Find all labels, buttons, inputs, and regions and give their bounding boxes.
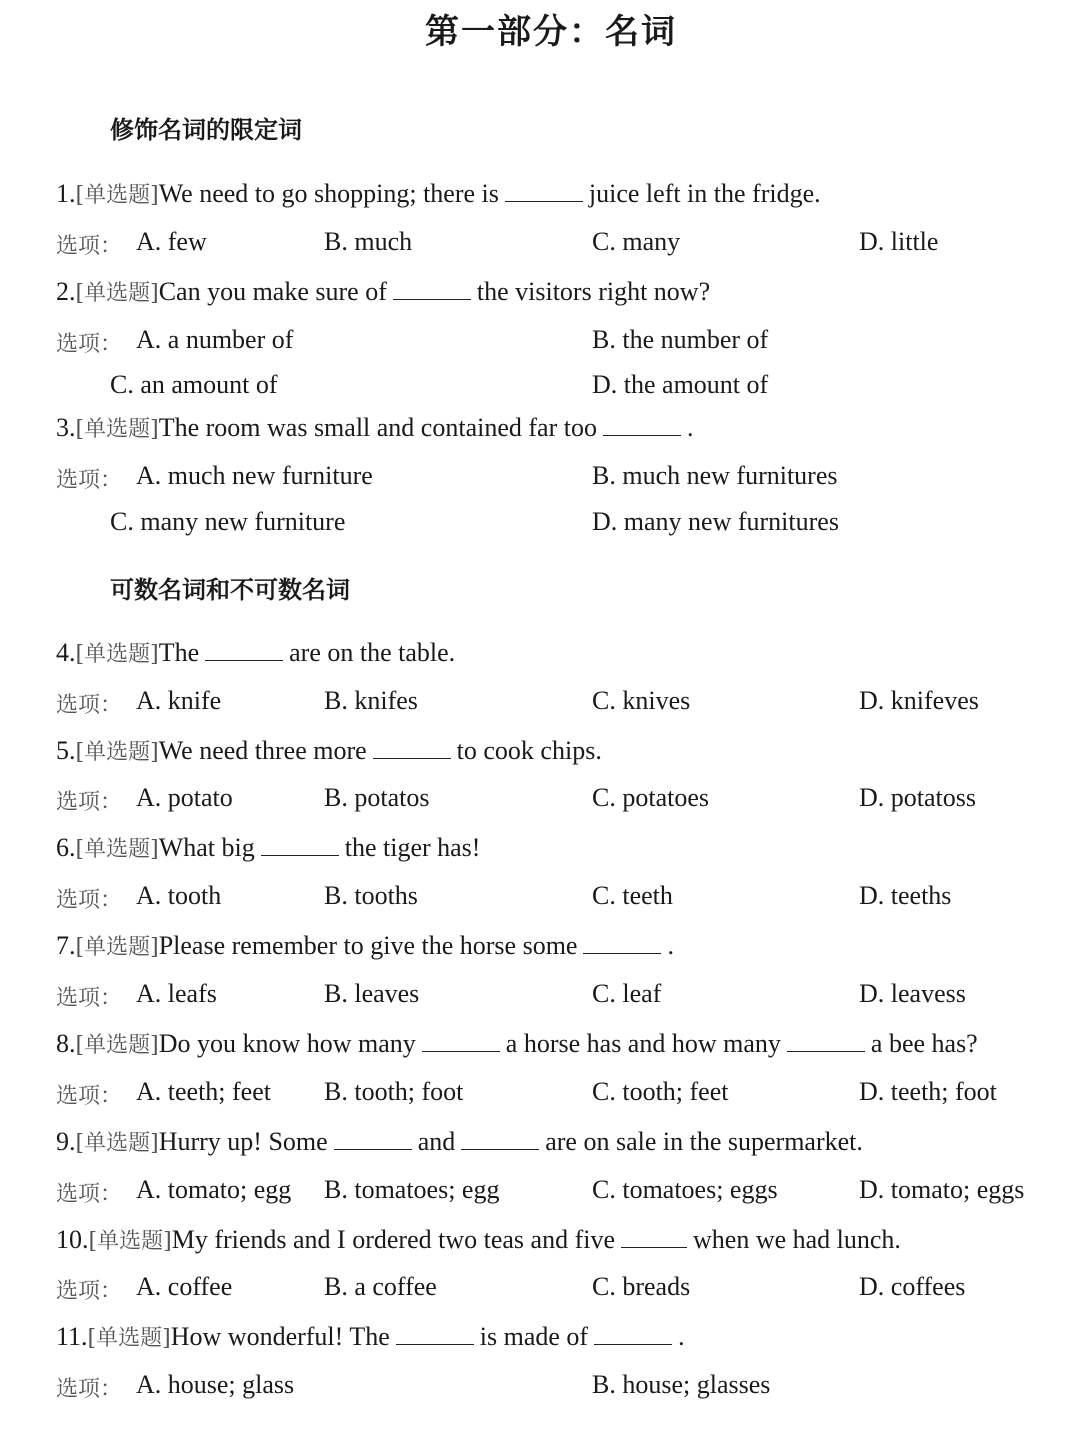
option-c[interactable]: C. many new furniture [110,507,346,536]
option-b[interactable]: B. house; glasses [592,1370,771,1399]
option-c[interactable]: C. knives [592,686,691,715]
options-row-10: 选项： A. coffee B. a coffee C. breads D. coffees [56,1272,966,1304]
option-c[interactable]: C. tomatoes; eggs [592,1175,778,1204]
answer-blank [461,1129,539,1150]
options-row-3a: 选项： A. much new furniture B. much new furnitures [56,461,838,493]
options-row-9: 选项： A. tomato; egg B. tomatoes; egg C. tomatoes; eggs D. tomato; eggs [56,1175,1025,1207]
option-b[interactable]: B. tooths [324,881,418,910]
option-c[interactable]: C. teeth [592,881,673,910]
option-b[interactable]: B. much [324,227,413,256]
option-c[interactable]: C. tooth; feet [592,1077,729,1106]
options-row-3b [56,507,1080,541]
question-5: 5.[单选题]We need three more to cook chips. [56,736,602,765]
option-b[interactable]: B. much new furnitures [592,461,838,490]
option-b[interactable]: B. a coffee [324,1272,437,1301]
option-c[interactable]: C. an amount of [110,370,278,399]
option-b[interactable]: B. knifes [324,686,418,715]
options-row-1: 选项： A. few B. much C. many D. little [56,227,939,259]
options-row-2b [56,370,1080,404]
answer-blank [505,181,583,202]
option-c[interactable]: C. many [592,227,681,256]
option-b[interactable]: B. leaves [324,979,420,1008]
option-d[interactable]: D. little [859,227,939,256]
option-c[interactable]: C. breads [592,1272,691,1301]
answer-blank [373,738,451,759]
options-row-6: 选项： A. tooth B. tooths C. teeth D. teeths [56,881,952,913]
option-d[interactable]: D. tomato; eggs [859,1175,1025,1204]
option-a[interactable]: A. few [136,227,207,256]
question-3: 3.[单选题]The room was small and contained far too . [56,413,694,442]
options-row-5: 选项： A. potato B. potatos C. potatoes D. potatoss [56,783,976,815]
option-d[interactable]: D. knifeves [859,686,979,715]
option-a[interactable]: A. leafs [136,979,217,1008]
answer-blank [583,933,661,954]
options-row-7: 选项： A. leafs B. leaves C. leaf D. leavess [56,979,966,1011]
answer-blank [393,279,471,300]
options-row-4: 选项： A. knife B. knifes C. knives D. knifeves [56,686,979,718]
question-8: 8.[单选题]Do you know how many a horse has and how many a bee has? [56,1029,978,1058]
option-a[interactable]: A. much new furniture [136,461,373,490]
options-row-2a: 选项： A. a number of B. the number of [56,325,769,357]
option-d[interactable]: D. potatoss [859,783,976,812]
option-b[interactable]: B. potatos [324,783,430,812]
option-d[interactable]: D. many new furnitures [592,507,839,536]
option-a[interactable]: A. coffee [136,1272,233,1301]
answer-blank [396,1324,474,1345]
option-a[interactable]: A. tooth [136,881,222,910]
answer-blank [205,640,283,661]
option-c[interactable]: C. leaf [592,979,662,1008]
option-a[interactable]: A. knife [136,686,222,715]
answer-blank [594,1324,672,1345]
option-c[interactable]: C. potatoes [592,783,709,812]
page-title: 第一部分：名词 [425,12,677,52]
option-b[interactable]: B. tooth; foot [324,1077,464,1106]
answer-blank [334,1129,412,1150]
question-11: 11.[单选题]How wonderful! The is made of . [56,1322,685,1351]
option-d[interactable]: D. the amount of [592,370,769,399]
question-1: 1.[单选题]We need to go shopping; there is juice left in the fridge. [56,179,821,208]
option-d[interactable]: D. leavess [859,979,966,1008]
option-a[interactable]: A. teeth; feet [136,1077,271,1106]
question-7: 7.[单选题]Please remember to give the horse some . [56,931,674,960]
question-4: 4.[单选题]The are on the table. [56,638,456,667]
answer-blank [422,1031,500,1052]
question-9: 9.[单选题]Hurry up! Some and are on sale in the supermarket. [56,1127,863,1156]
option-a[interactable]: A. a number of [136,325,294,354]
option-b[interactable]: B. tomatoes; egg [324,1175,500,1204]
option-d[interactable]: D. teeth; foot [859,1077,997,1106]
question-6: 6.[单选题]What big the tiger has! [56,833,481,862]
question-2: 2.[单选题]Can you make sure of the visitors right now? [56,277,711,306]
question-10: 10.[单选题]My friends and I ordered two teas and five when we had lunch. [56,1225,901,1254]
option-d[interactable]: D. coffees [859,1272,966,1301]
option-d[interactable]: D. teeths [859,881,952,910]
section-heading-countable: 可数名词和不可数名词 [110,576,350,604]
answer-blank [603,415,681,436]
option-a[interactable]: A. house; glass [136,1370,295,1399]
answer-blank [787,1031,865,1052]
answer-blank [261,835,339,856]
options-row-8: 选项： A. teeth; feet B. tooth; foot C. tooth; feet D. teeth; foot [56,1077,997,1109]
options-row-11: 选项： A. house; glass B. house; glasses [56,1370,771,1402]
option-a[interactable]: A. potato [136,783,233,812]
option-a[interactable]: A. tomato; egg [136,1175,292,1204]
answer-blank [621,1227,687,1248]
option-b[interactable]: B. the number of [592,325,769,354]
section-heading-determiners: 修饰名词的限定词 [110,116,302,144]
